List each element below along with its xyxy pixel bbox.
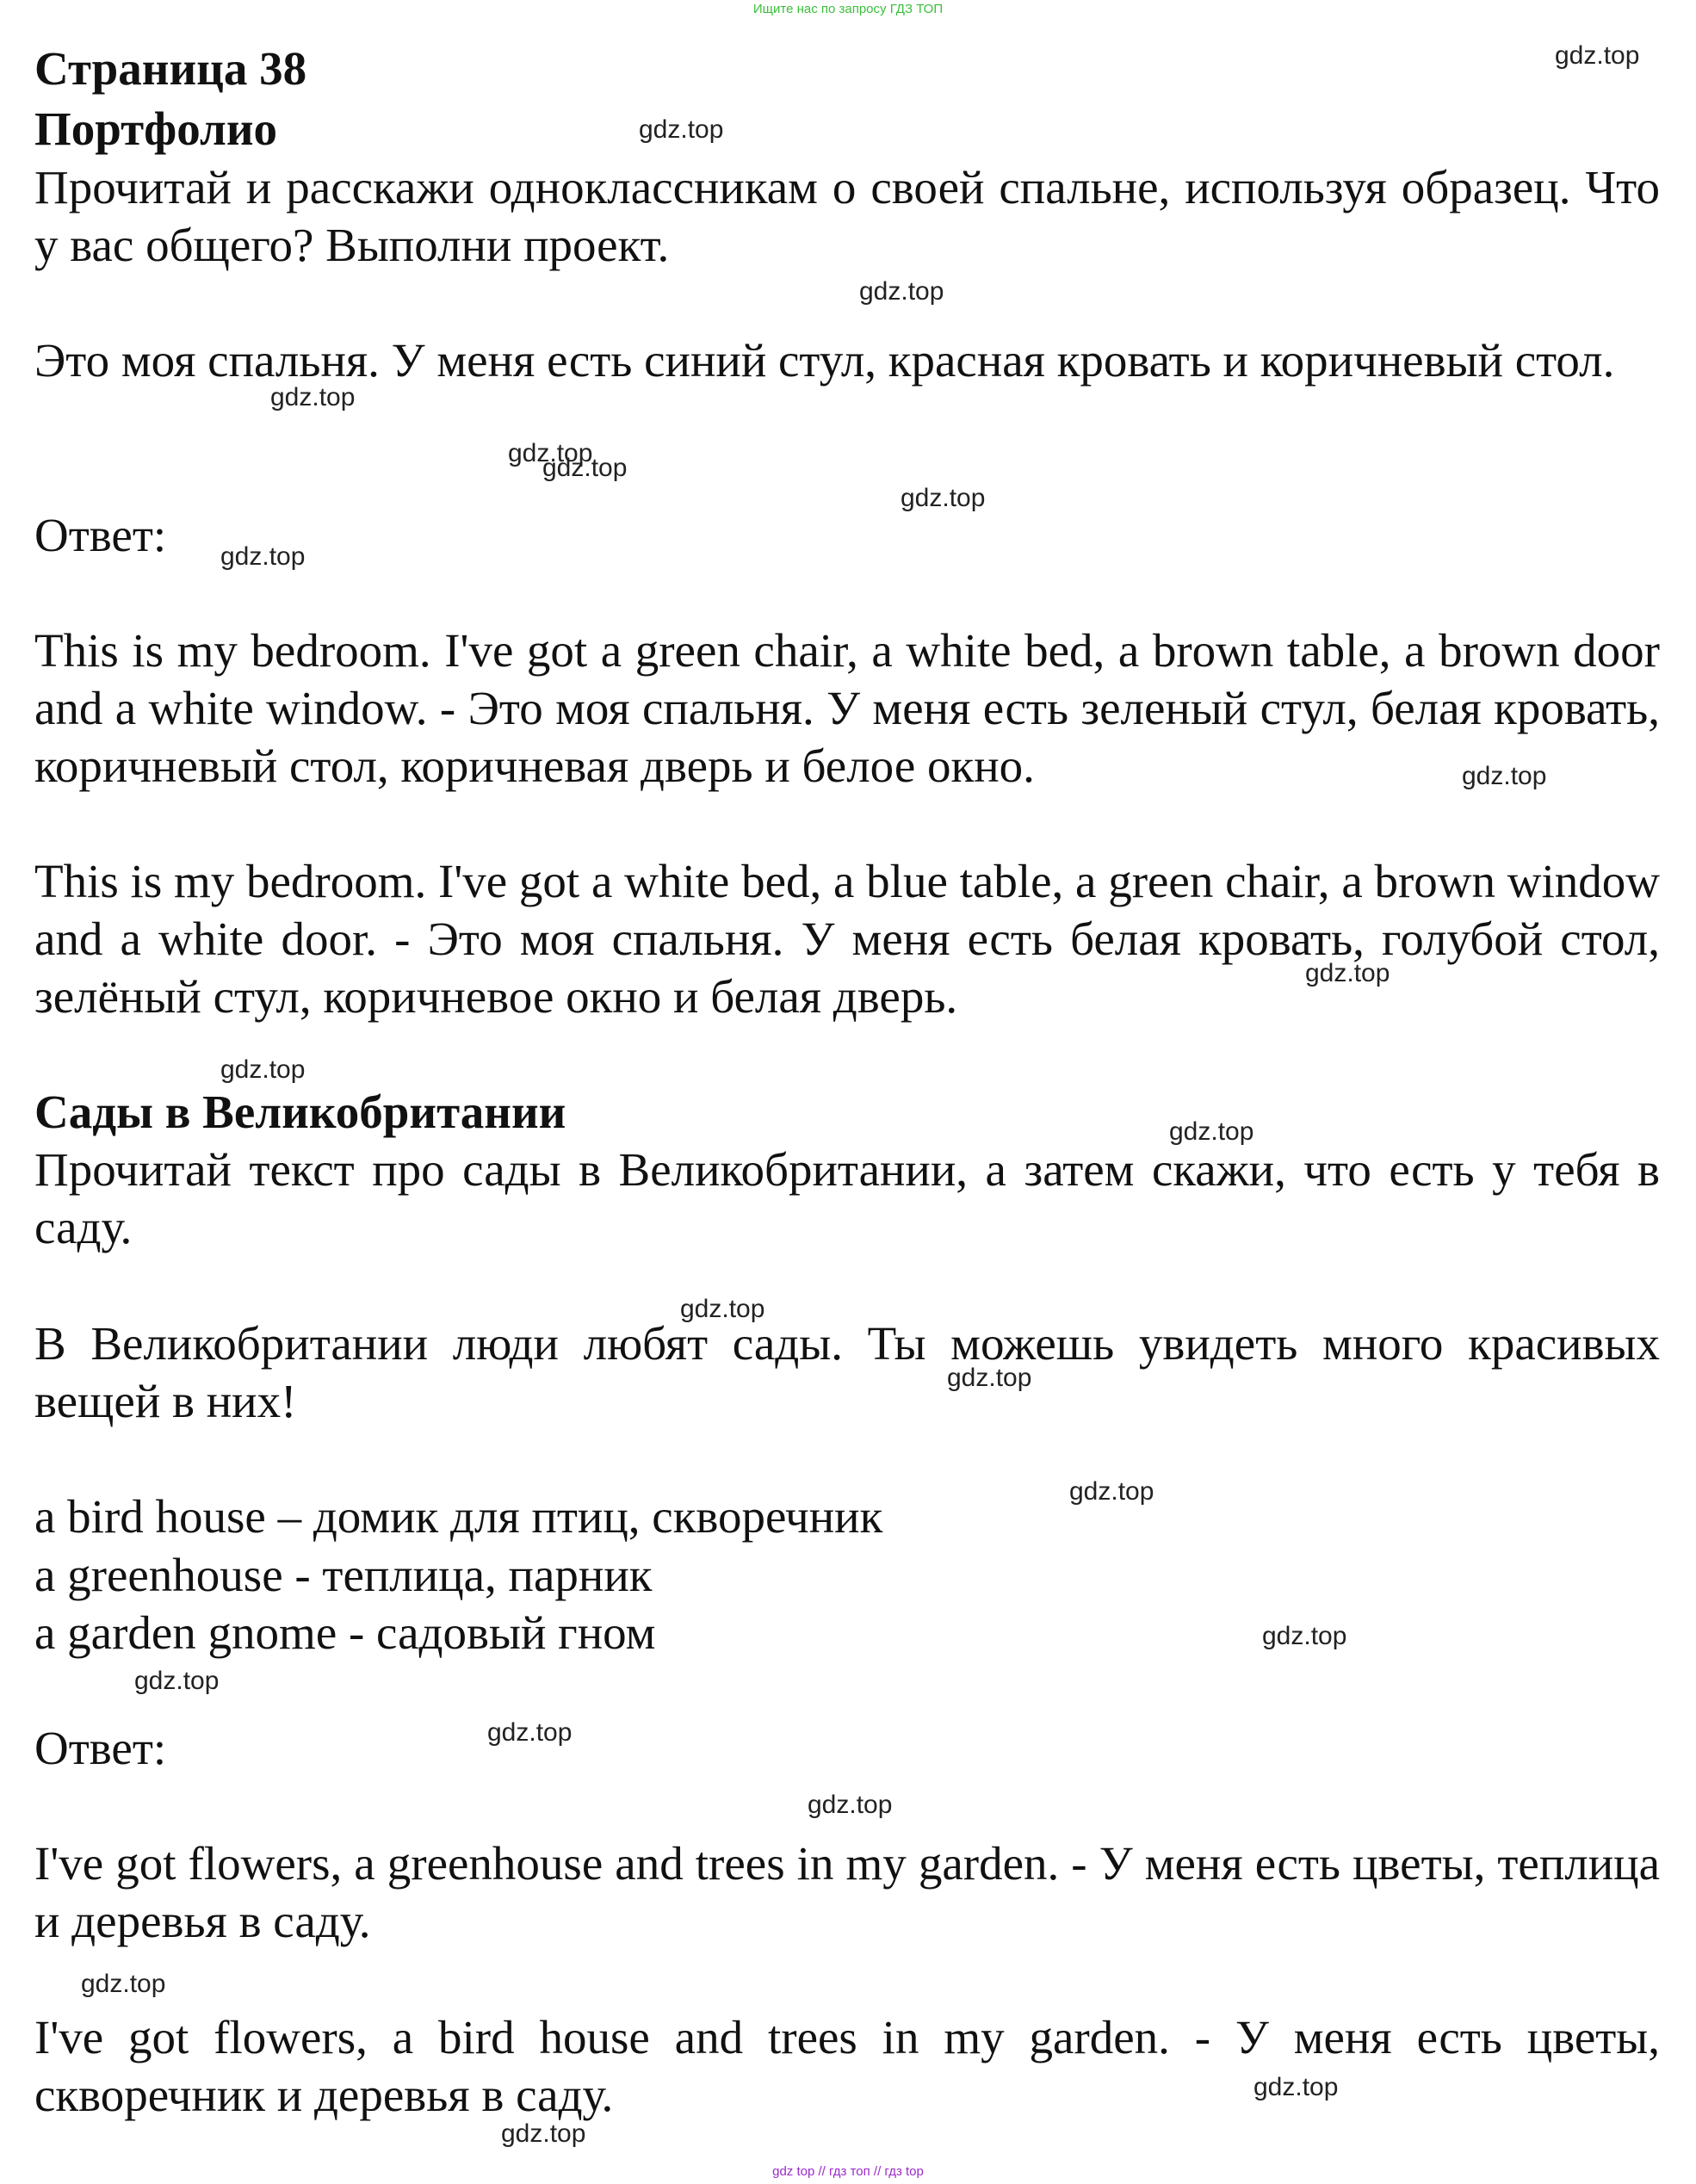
watermark: gdz.top [901, 484, 986, 512]
watermark: gdz.top [1262, 1622, 1347, 1650]
vocab-item-garden-gnome: a garden gnome - садовый гном [34, 1606, 656, 1659]
page-title: Страница 38 [34, 42, 307, 95]
watermark: gdz.top [680, 1295, 765, 1323]
portfolio-sample: Это моя спальня. У меня есть синий стул, красная кровать и коричневый стол. [34, 334, 1615, 387]
watermark: gdz.top [508, 439, 593, 467]
watermark: gdz.top [220, 542, 306, 571]
watermark: gdz.top [1169, 1117, 1254, 1146]
watermark: gdz.top [220, 1055, 306, 1084]
watermark: gdz.top [501, 2119, 586, 2148]
portfolio-answer-1: This is my bedroom. I've got a green chair, a white bed, a brown table, a brown door and a white window. - Это моя спальня. У меня есть зеленый стул, белая кровать, коричневый стол, коричневая дверь и белое окно. [34, 624, 1660, 792]
vocab-item-bird-house: a bird house – домик для птиц, скворечник [34, 1490, 883, 1543]
watermark: gdz.top [639, 115, 724, 144]
watermark: gdz.top [270, 383, 356, 411]
watermark: gdz.top [487, 1718, 573, 1747]
portfolio-answer-2: This is my bedroom. I've got a white bed, a blue table, a green chair, a brown window and a white door. - Это моя спальня. У меня есть белая кровать, голубой стол, зелёный стул, коричневое окно и белая дверь. [34, 855, 1660, 1023]
watermark: gdz.top [947, 1364, 1032, 1392]
watermark: gdz.top [1555, 41, 1640, 70]
watermark: gdz.top [81, 1970, 166, 1998]
watermark: gdz.top [859, 277, 944, 306]
watermark: gdz.top [1305, 959, 1390, 987]
portfolio-title: Портфолио [34, 102, 278, 155]
gardens-title: Сады в Великобритании [34, 1086, 566, 1138]
portfolio-task: Прочитай и расскажи одноклассникам о своей спальне, используя образец. Что у вас общего? Выполни проект. [34, 161, 1660, 271]
gardens-answer-label: Ответ: [34, 1722, 167, 1774]
watermark: gdz.top [1462, 762, 1547, 790]
gardens-task: Прочитай текст про сады в Великобритании, а затем скажи, что есть у тебя в саду. [34, 1143, 1660, 1253]
gardens-text: В Великобритании люди любят сады. Ты можешь увидеть много красивых вещей в них! [34, 1317, 1660, 1427]
watermark: gdz.top [1253, 2073, 1339, 2101]
vocab-item-greenhouse: a greenhouse - теплица, парник [34, 1549, 653, 1601]
gardens-answer-2: I've got flowers, a bird house and trees in my garden. - У меня есть цветы, скворечник и деревья в саду. [34, 2011, 1660, 2121]
watermark: gdz.top [1069, 1477, 1154, 1506]
portfolio-answer-label: Ответ: [34, 509, 167, 561]
watermark: gdz.top [542, 454, 628, 482]
watermark: gdz.top [808, 1791, 893, 1819]
footer-note: gdz top // гдз топ // гдз top [772, 2164, 924, 2179]
gardens-answer-1: I've got flowers, a greenhouse and trees in my garden. - У меня есть цветы, теплица и деревья в саду. [34, 1837, 1660, 1947]
watermark: gdz.top [134, 1667, 220, 1695]
header-note: Ищите нас по запросу ГДЗ ТОП [752, 2, 944, 16]
